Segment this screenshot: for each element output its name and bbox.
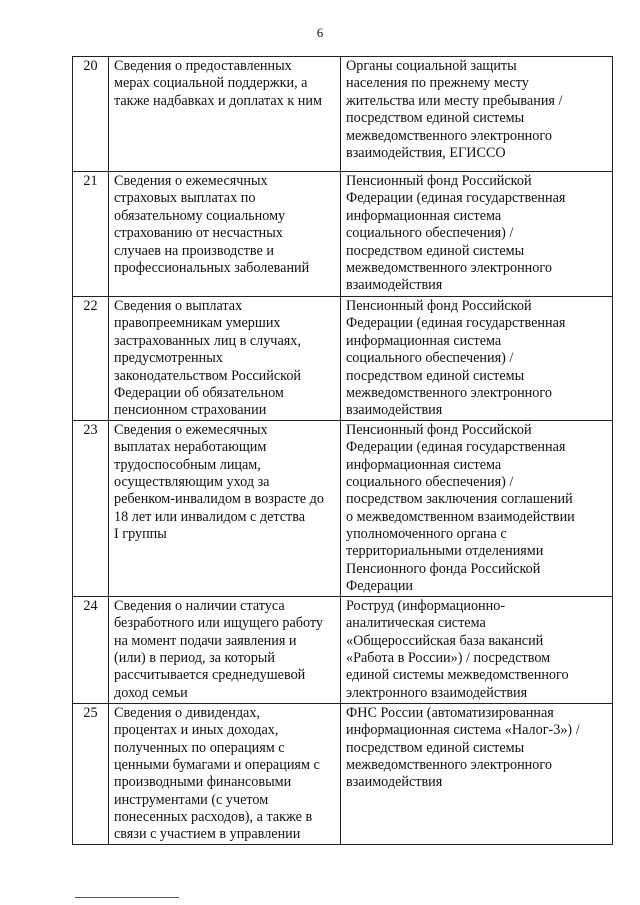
source-line: Федерации (346, 578, 414, 595)
source-line: «Работа в России») / посредством (346, 649, 551, 666)
source-line: Пенсионный фонд Российской (346, 173, 532, 189)
footnote-divider (75, 897, 179, 898)
source-line: аналитическая система (346, 615, 486, 632)
source-line: Федерации (единая государственная (346, 190, 566, 207)
row-number: 22 (73, 297, 109, 421)
source-line: жительства или месту пребывания / (346, 92, 563, 109)
row-number: 25 (73, 703, 109, 844)
table-row (73, 172, 613, 297)
info-sources-table (72, 56, 613, 845)
info-line: ценными бумагами и операциям с (114, 756, 320, 773)
info-line: мерах социальной поддержки, а (114, 75, 308, 92)
info-line: 18 лет или инвалидом с детства (114, 508, 306, 525)
info-line: обязательному социальному (114, 207, 286, 224)
info-line: ребенком-инвалидом в возрасте до (114, 491, 324, 508)
source-line: взаимодействия (346, 277, 443, 294)
source-cell (341, 703, 613, 844)
source-line: Роструд (информационно- (346, 597, 506, 614)
info-line: трудоспособным лицам, (114, 456, 261, 473)
source-line: Федерации (единая государственная (346, 315, 566, 332)
source-line: взаимодействия, ЕГИССО (346, 144, 506, 161)
info-line: связи с участием в управлении (114, 826, 301, 843)
source-line: Пенсионный фонд Российской (346, 298, 532, 314)
source-line: информационная система «Налог-3») / (346, 722, 580, 739)
info-line: предусмотренных (114, 350, 223, 367)
row-number: 23 (73, 420, 109, 596)
info-line: инструментами (с учетом (114, 791, 269, 808)
info-cell (109, 172, 341, 297)
source-line: межведомственного электронного (346, 756, 552, 773)
info-line: доход семьи (114, 684, 188, 701)
info-line: Сведения о дивидендах, (114, 704, 260, 721)
info-line: (или) в период, за который (114, 649, 275, 666)
source-line: посредством единой системы (346, 110, 525, 127)
info-line: выплатах неработающим (114, 439, 267, 456)
source-line: Федерации (единая государственная (346, 439, 566, 456)
source-cell (341, 596, 613, 703)
source-line: Пенсионного фонда Российской (346, 560, 541, 577)
row-number: 21 (73, 172, 109, 297)
table-body (73, 57, 613, 845)
info-line: профессиональных заболеваний (114, 259, 310, 276)
source-line: посредством заключения соглашений (346, 491, 573, 508)
source-cell (341, 57, 613, 172)
table-row (73, 420, 613, 596)
info-line: рассчитывается среднедушевой (114, 667, 306, 684)
source-line: Органы социальной защиты (346, 58, 517, 74)
info-line: законодательством Российской (114, 367, 302, 384)
info-cell (109, 57, 341, 172)
info-line: Сведения о ежемесячных (114, 173, 268, 189)
info-line: страхованию от несчастных (114, 225, 283, 242)
info-cell (109, 420, 341, 596)
table-row (73, 596, 613, 703)
source-line: электронного взаимодействия (346, 684, 528, 701)
info-line: случаев на производстве и (114, 242, 274, 259)
source-line: Пенсионный фонд Российской (346, 421, 532, 438)
info-line: Сведения о наличии статуса (114, 597, 285, 614)
source-line: межведомственного электронного (346, 259, 552, 276)
info-line: пенсионном страховании (114, 402, 267, 419)
source-line: посредством единой системы (346, 367, 525, 384)
source-line: информационная система (346, 332, 502, 349)
info-line: правопреемникам умерших (114, 315, 281, 332)
row-number: 20 (73, 57, 109, 172)
info-line: производными финансовыми (114, 774, 292, 791)
info-cell (109, 703, 341, 844)
info-line: понесенных расходов), а также в (114, 809, 313, 826)
source-line: посредством единой системы (346, 242, 525, 259)
source-line: информационная система (346, 207, 502, 224)
source-line: уполномоченного органа с (346, 526, 507, 543)
source-line: социального обеспечения) / (346, 225, 514, 242)
page-number: 6 (316, 25, 324, 40)
info-line: безработного или ищущего работу (114, 615, 323, 632)
source-line: взаимодействия (346, 774, 443, 791)
info-line: I группы (114, 526, 167, 543)
source-line: социального обеспечения) / (346, 350, 514, 367)
source-line: межведомственного электронного (346, 384, 552, 401)
info-line: процентах и иных доходах, (114, 722, 279, 739)
source-line: населения по прежнему месту (346, 75, 529, 92)
source-line: взаимодействия (346, 402, 443, 419)
info-line: страховых выплатах по (114, 190, 256, 207)
info-line: осуществляющим уход за (114, 473, 270, 490)
table-row (73, 57, 613, 172)
source-line: о межведомственном взаимодействии (346, 508, 575, 525)
source-line: межведомственного электронного (346, 127, 552, 144)
info-line: также надбавках и доплатах к ним (114, 92, 322, 109)
info-line: застрахованных лиц в случаях, (114, 332, 301, 349)
source-line: «Общероссийская база вакансий (346, 632, 544, 649)
source-line: территориальными отделениями (346, 543, 544, 560)
source-cell (341, 172, 613, 297)
source-line: посредством единой системы (346, 739, 525, 756)
source-line: единой системы межведомственного (346, 667, 569, 684)
source-line: социального обеспечения) / (346, 473, 514, 490)
info-cell (109, 297, 341, 421)
source-cell (341, 420, 613, 596)
row-number: 24 (73, 596, 109, 703)
source-line: информационная система (346, 456, 502, 473)
table-row (73, 297, 613, 421)
info-line: Федерации об обязательном (114, 384, 284, 401)
info-line: Сведения о предоставленных (114, 58, 292, 74)
table-row (73, 703, 613, 844)
info-line: Сведения о выплатах (114, 298, 243, 314)
source-cell (341, 297, 613, 421)
info-line: полученных по операциям с (114, 739, 285, 756)
info-cell (109, 596, 341, 703)
info-line: на момент подачи заявления и (114, 632, 297, 649)
source-line: ФНС России (автоматизированная (346, 704, 554, 721)
info-line: Сведения о ежемесячных (114, 421, 268, 438)
